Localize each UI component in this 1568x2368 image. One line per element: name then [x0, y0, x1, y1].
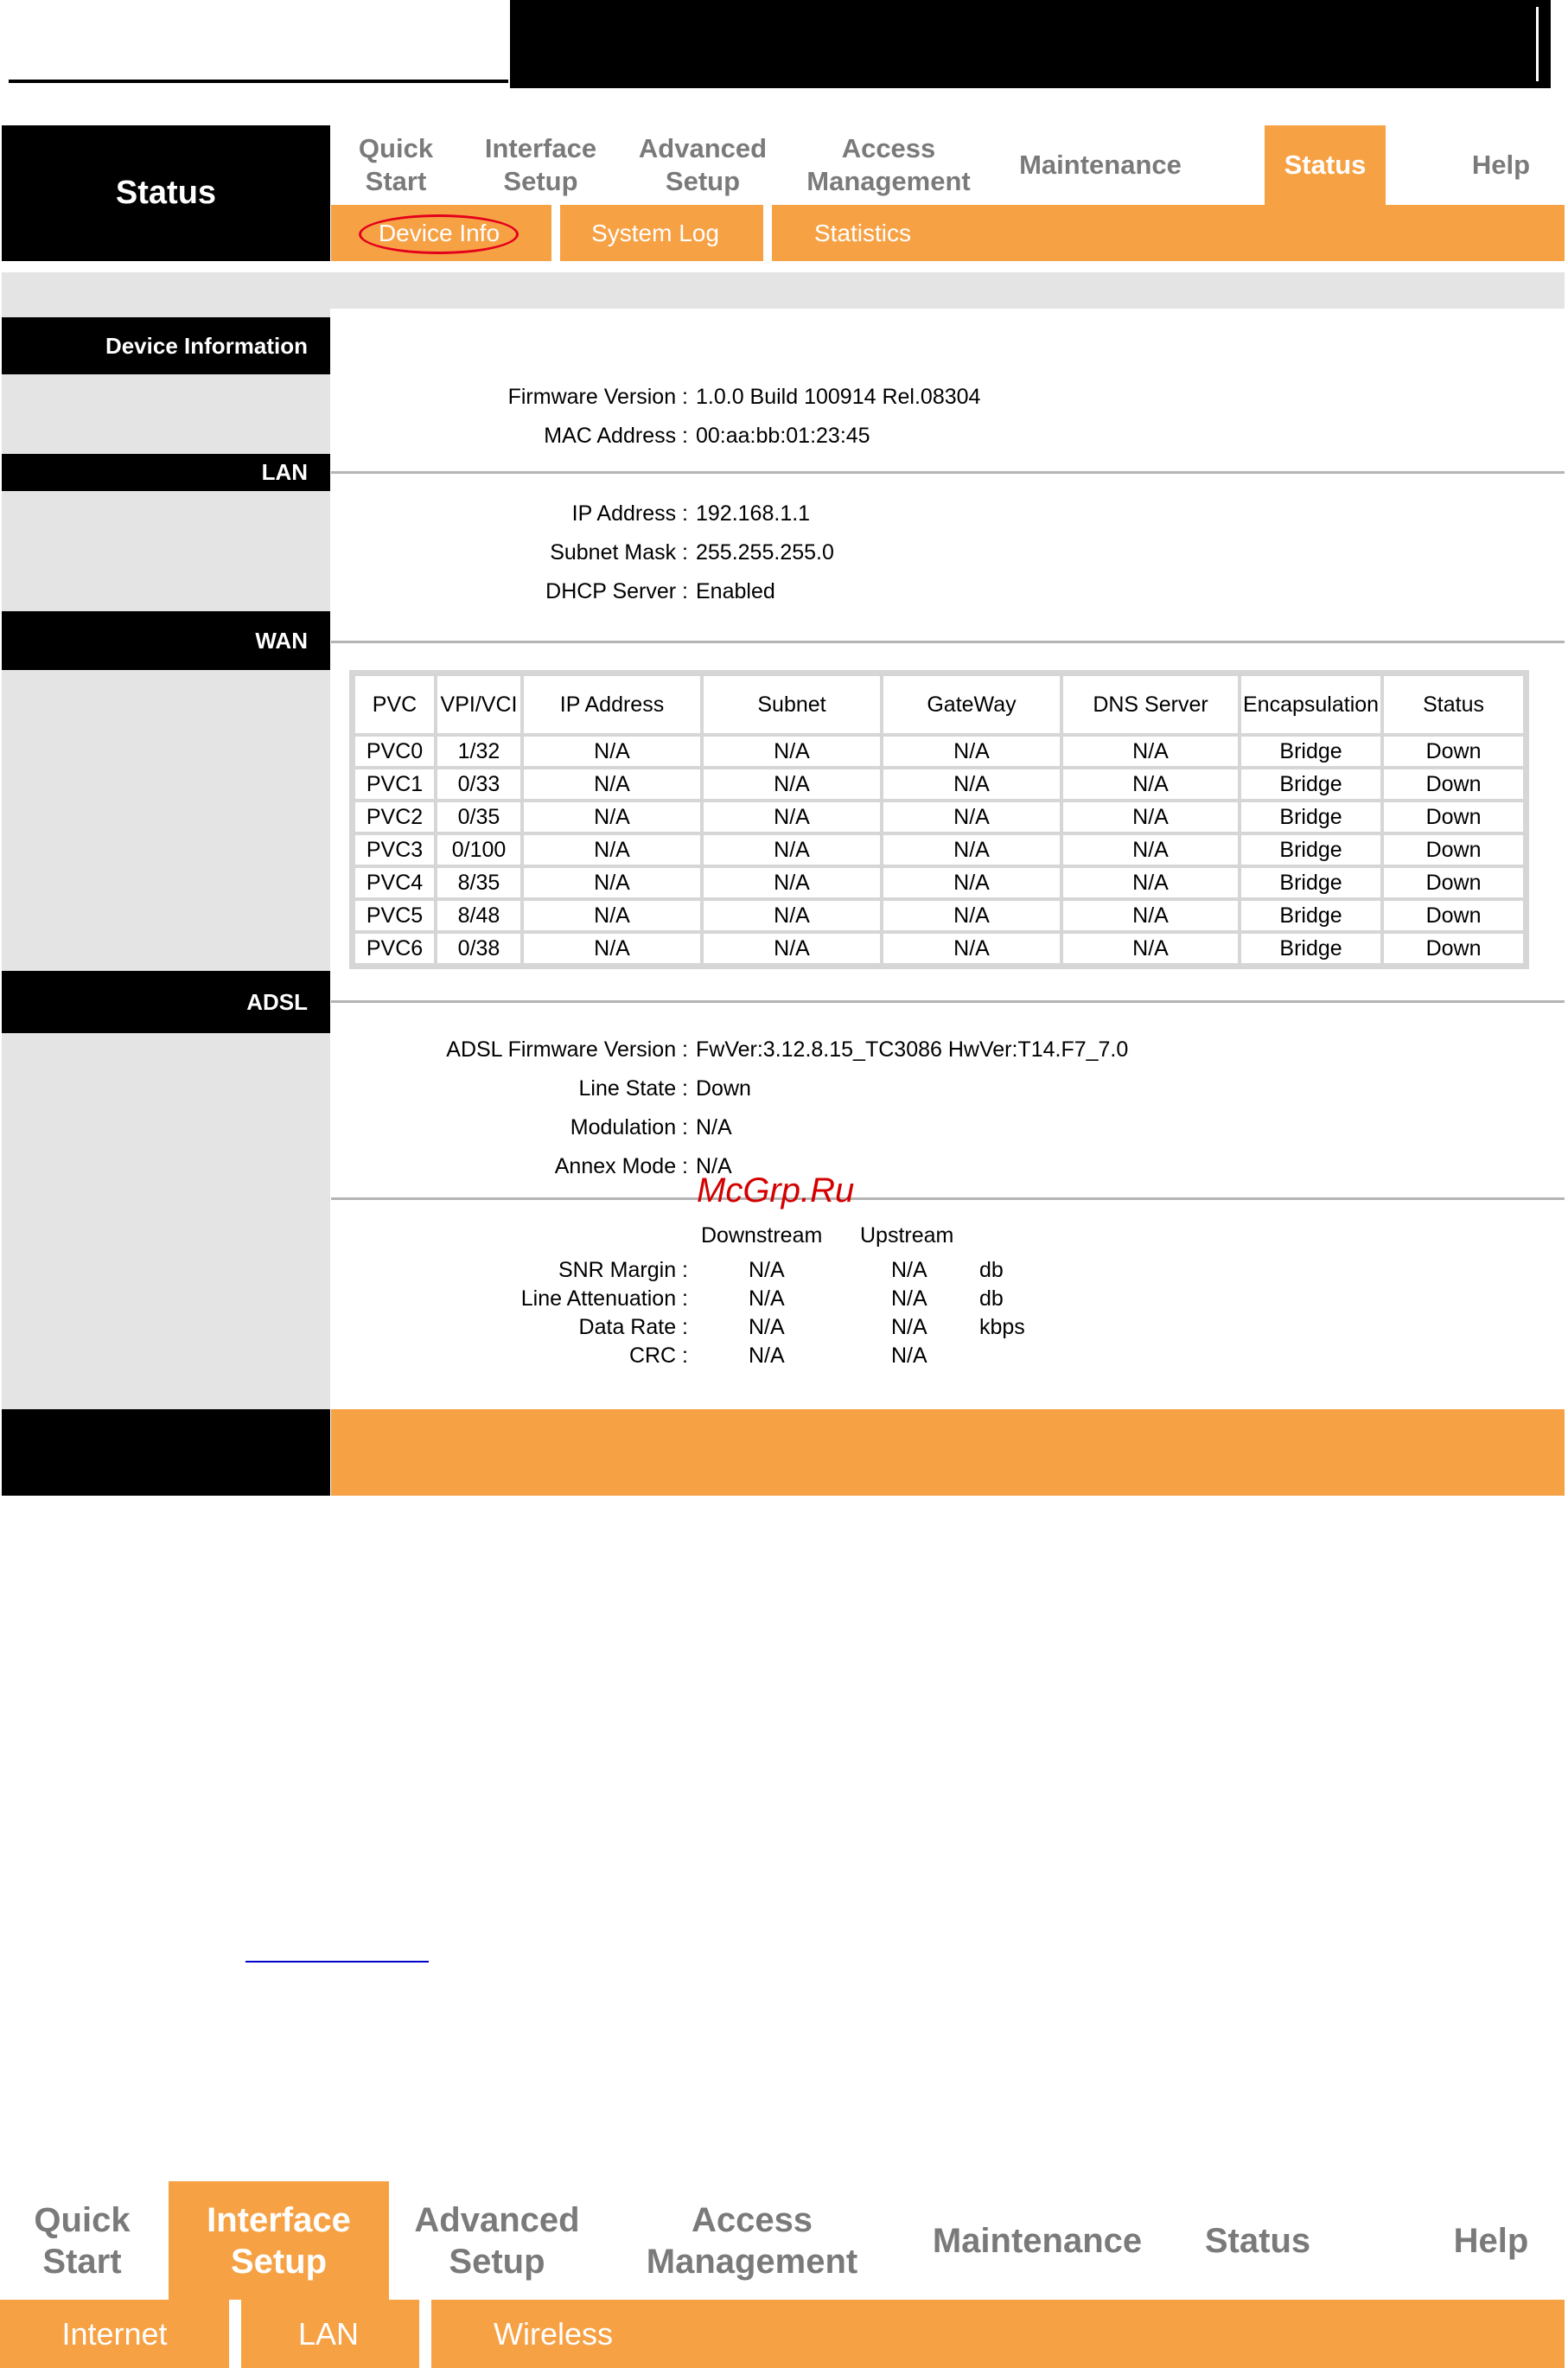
cell: Bridge — [1240, 768, 1382, 801]
main-nav — [331, 125, 1565, 205]
cell: Down — [1382, 866, 1525, 899]
snr-label: SNR Margin : — [558, 1258, 688, 1282]
cell: N/A — [522, 932, 702, 965]
annex-mode-label: Annex Mode : — [554, 1154, 688, 1178]
table-row — [354, 768, 1525, 801]
doc-header-bar — [510, 0, 1551, 88]
cell: N/A — [1061, 866, 1240, 899]
subnav-separator — [229, 2300, 241, 2368]
cell: Bridge — [1240, 801, 1382, 833]
cell: N/A — [702, 801, 882, 833]
table-row — [354, 932, 1525, 965]
cell: N/A — [1061, 768, 1240, 801]
adsl-fw-value: FwVer:3.12.8.15_TC3086 HwVer:T14.F7_7.0 — [696, 1037, 1129, 1062]
nav-status[interactable]: Status — [1204, 2221, 1311, 2260]
subnav-wireless[interactable]: Wireless — [493, 2315, 613, 2352]
nav-maintenance[interactable]: Maintenance — [932, 2221, 1143, 2260]
nav-help[interactable]: Help — [1453, 2221, 1529, 2260]
attenuation-unit: db — [979, 1286, 1004, 1311]
left-panel-title: Status — [2, 125, 330, 261]
col-pvc: PVC — [354, 674, 436, 735]
cell: Down — [1382, 833, 1525, 866]
cell: PVC5 — [354, 899, 436, 932]
nav-access-management[interactable]: Access Management — [806, 133, 971, 196]
cell: Bridge — [1240, 899, 1382, 932]
subnav-lan[interactable]: LAN — [297, 2315, 360, 2352]
nav-advanced-setup[interactable]: Advanced Setup — [414, 2200, 580, 2281]
adsl-divider — [331, 1000, 1565, 1003]
cell: N/A — [522, 735, 702, 768]
cell: 1/32 — [436, 735, 522, 768]
firmware-value: 1.0.0 Build 100914 Rel.08304 — [696, 385, 981, 409]
adsl-fw-label: ADSL Firmware Version : — [446, 1037, 688, 1062]
footer-left — [2, 1409, 330, 1496]
cell: PVC6 — [354, 932, 436, 965]
section-lan: LAN — [2, 454, 330, 491]
cell: N/A — [702, 735, 882, 768]
cell: N/A — [522, 899, 702, 932]
firmware-label: Firmware Version : — [507, 385, 688, 409]
cell: N/A — [1061, 932, 1240, 965]
status-screenshot — [0, 125, 1565, 1509]
table-row — [354, 866, 1525, 899]
attenuation-up: N/A — [891, 1286, 927, 1311]
table-row — [354, 735, 1525, 768]
crc-label: CRC : — [628, 1344, 688, 1368]
cell: N/A — [702, 833, 882, 866]
cell: N/A — [522, 801, 702, 833]
footer-bar — [331, 1409, 1565, 1496]
wan-table — [349, 670, 1529, 969]
cell: N/A — [882, 932, 1061, 965]
section-device-information: Device Information — [2, 317, 330, 374]
doc-header-tick — [1536, 7, 1539, 81]
subnav-separator — [763, 205, 772, 261]
nav-quick-start[interactable]: Quick Start — [34, 2200, 131, 2281]
cell: 0/38 — [436, 932, 522, 965]
lan-ip-value: 192.168.1.1 — [696, 501, 811, 526]
lan-dhcp-label: DHCP Server : — [545, 579, 688, 603]
mac-label: MAC Address : — [544, 424, 688, 448]
cell: N/A — [882, 735, 1061, 768]
cell: Down — [1382, 768, 1525, 801]
lan-dhcp-value: Enabled — [696, 579, 775, 603]
crc-down: N/A — [749, 1344, 785, 1368]
cell: 0/33 — [436, 768, 522, 801]
cell: PVC2 — [354, 801, 436, 833]
nav-access-management[interactable]: Access Management — [646, 2200, 858, 2281]
subnav-separator — [551, 205, 560, 261]
table-header-row — [354, 674, 1525, 735]
snr-up: N/A — [891, 1258, 927, 1282]
cell: N/A — [702, 932, 882, 965]
stats-divider — [331, 1197, 1565, 1200]
cell: N/A — [522, 833, 702, 866]
cell: Bridge — [1240, 735, 1382, 768]
wan-divider — [331, 641, 1565, 643]
table-row — [354, 801, 1525, 833]
downstream-header: Downstream — [701, 1223, 823, 1248]
attenuation-label: Line Attenuation : — [520, 1286, 688, 1311]
cell: 0/100 — [436, 833, 522, 866]
cell: PVC1 — [354, 768, 436, 801]
section-adsl: ADSL — [2, 971, 330, 1033]
col-status: Status — [1382, 674, 1525, 735]
annex-mode-value: N/A — [696, 1154, 732, 1178]
highlight-circle — [359, 214, 519, 254]
cell: PVC4 — [354, 866, 436, 899]
cell: N/A — [702, 899, 882, 932]
lan-ip-label: IP Address : — [571, 501, 688, 526]
cell: N/A — [882, 866, 1061, 899]
figure-link[interactable] — [245, 1928, 429, 1963]
lan-divider — [331, 471, 1565, 474]
data-rate-down: N/A — [749, 1315, 785, 1339]
lan-mask-value: 255.255.255.0 — [696, 540, 834, 565]
snr-unit: db — [979, 1258, 1004, 1282]
nav-maintenance[interactable]: Maintenance — [1019, 150, 1182, 180]
lan-mask-label: Subnet Mask : — [550, 540, 688, 565]
nav-status[interactable]: Status — [1265, 125, 1386, 205]
subnav-statistics[interactable]: Statistics — [813, 219, 912, 246]
table-row — [354, 833, 1525, 866]
cell: Down — [1382, 899, 1525, 932]
nav-help[interactable]: Help — [1471, 150, 1531, 180]
cell: N/A — [1061, 801, 1240, 833]
col-gateway: GateWay — [882, 674, 1061, 735]
subnav-internet[interactable]: Internet — [61, 2315, 168, 2352]
cell: Down — [1382, 735, 1525, 768]
col-dns-server: DNS Server — [1061, 674, 1240, 735]
cell: N/A — [1061, 899, 1240, 932]
cell: N/A — [882, 899, 1061, 932]
data-rate-label: Data Rate : — [578, 1315, 688, 1339]
cell: N/A — [882, 768, 1061, 801]
cell: PVC0 — [354, 735, 436, 768]
col-encapsulation: Encapsulation — [1240, 674, 1382, 735]
snr-down: N/A — [749, 1258, 785, 1282]
cell: N/A — [522, 768, 702, 801]
cell: N/A — [522, 866, 702, 899]
nav-interface-setup[interactable]: Interface Setup — [484, 133, 597, 196]
watermark: McGrp.Ru — [697, 1171, 855, 1210]
subnav-separator — [419, 2300, 431, 2368]
cell: 8/48 — [436, 899, 522, 932]
col-subnet: Subnet — [702, 674, 882, 735]
crc-up: N/A — [891, 1344, 927, 1368]
cell: PVC3 — [354, 833, 436, 866]
sub-nav — [0, 2300, 1565, 2368]
cell: N/A — [1061, 735, 1240, 768]
nav-quick-start[interactable]: Quick Start — [358, 133, 434, 196]
nav-advanced-setup[interactable]: Advanced Setup — [638, 133, 768, 196]
mac-value: 00:aa:bb:01:23:45 — [696, 424, 870, 448]
interface-setup-screenshot — [0, 2181, 1565, 2368]
col-vpi-vci: VPI/VCI — [436, 674, 522, 735]
gray-band — [2, 272, 1565, 309]
cell: 0/35 — [436, 801, 522, 833]
cell: Bridge — [1240, 833, 1382, 866]
cell: Down — [1382, 932, 1525, 965]
line-state-value: Down — [696, 1076, 751, 1101]
line-state-label: Line State : — [578, 1076, 688, 1101]
attenuation-down: N/A — [749, 1286, 785, 1311]
doc-header-line — [9, 80, 508, 83]
cell: 8/35 — [436, 866, 522, 899]
cell: N/A — [882, 833, 1061, 866]
cell: Bridge — [1240, 866, 1382, 899]
cell: Bridge — [1240, 932, 1382, 965]
subnav-system-log[interactable]: System Log — [591, 219, 719, 246]
upstream-header: Upstream — [860, 1223, 954, 1248]
cell: N/A — [882, 801, 1061, 833]
cell: N/A — [702, 768, 882, 801]
subnav-device-info[interactable]: Device Info — [378, 219, 500, 246]
cell: N/A — [1061, 833, 1240, 866]
col-ip-address: IP Address — [522, 674, 702, 735]
data-rate-unit: kbps — [979, 1315, 1025, 1339]
cell: Down — [1382, 801, 1525, 833]
section-wan: WAN — [2, 611, 330, 670]
table-row — [354, 899, 1525, 932]
data-rate-up: N/A — [891, 1315, 927, 1339]
cell: N/A — [702, 866, 882, 899]
modulation-value: N/A — [696, 1115, 732, 1139]
nav-interface-setup[interactable]: Interface Setup — [169, 2181, 389, 2300]
modulation-label: Modulation : — [570, 1115, 688, 1139]
